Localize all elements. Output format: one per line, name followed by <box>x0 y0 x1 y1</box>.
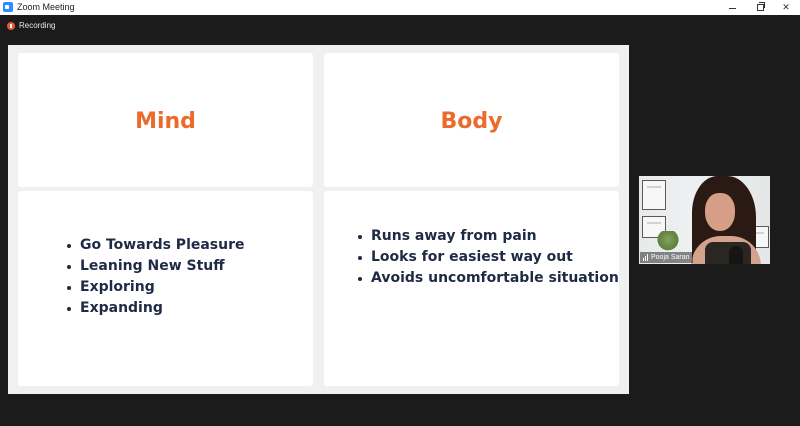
body-list-card <box>324 191 619 386</box>
window-titlebar <box>0 0 800 15</box>
list-item <box>358 247 619 268</box>
recording-indicator[interactable] <box>7 20 55 32</box>
participant-name: Pooja Saran <box>651 254 690 261</box>
mind-heading-card <box>18 53 313 187</box>
bullet-icon <box>358 235 362 239</box>
mind-list-card <box>18 191 313 386</box>
participant-video-tile[interactable] <box>639 176 770 264</box>
list-item-text: Leaning New Stuff <box>80 258 225 274</box>
window-title: Zoom Meeting <box>17 2 75 12</box>
mind-bullet-list <box>67 235 245 319</box>
mind-heading: Mind <box>135 109 196 134</box>
bullet-icon <box>67 244 71 248</box>
restore-icon <box>757 4 764 11</box>
list-item <box>67 256 245 277</box>
body-heading-card <box>324 53 619 187</box>
list-item <box>67 235 245 256</box>
participant-face <box>705 193 735 231</box>
list-item-text: Exploring <box>80 279 155 295</box>
meeting-topbar <box>0 15 800 39</box>
bullet-icon <box>67 265 71 269</box>
shared-screen-slide <box>8 45 629 394</box>
close-icon: ✕ <box>782 2 790 12</box>
wall-certificate <box>642 180 666 210</box>
signal-strength-icon <box>643 254 648 261</box>
recording-icon <box>7 22 15 30</box>
list-item-text: Looks for easiest way out <box>371 249 573 265</box>
bullet-icon <box>67 286 71 290</box>
recording-label: Recording <box>19 21 56 30</box>
minimize-button[interactable] <box>718 0 746 15</box>
minimize-icon <box>729 8 736 9</box>
bullet-icon <box>358 256 362 260</box>
plant <box>657 231 679 253</box>
list-item <box>67 298 245 319</box>
close-button[interactable] <box>772 0 800 15</box>
list-item-text: Go Towards Pleasure <box>80 237 245 253</box>
list-item-text: Runs away from pain <box>371 228 537 244</box>
microphone <box>729 246 743 264</box>
bullet-icon <box>67 307 71 311</box>
list-item-text: Avoids uncomfortable situation <box>371 270 619 286</box>
list-item <box>67 277 245 298</box>
list-item-text: Expanding <box>80 300 163 316</box>
participant-name-tag <box>640 252 693 263</box>
body-bullet-list <box>358 226 619 289</box>
list-item <box>358 226 619 247</box>
list-item <box>358 268 619 289</box>
participant-clothing <box>705 242 751 264</box>
bullet-icon <box>358 277 362 281</box>
restore-button[interactable] <box>746 0 774 15</box>
zoom-app-icon <box>3 2 13 12</box>
body-heading: Body <box>440 109 503 134</box>
